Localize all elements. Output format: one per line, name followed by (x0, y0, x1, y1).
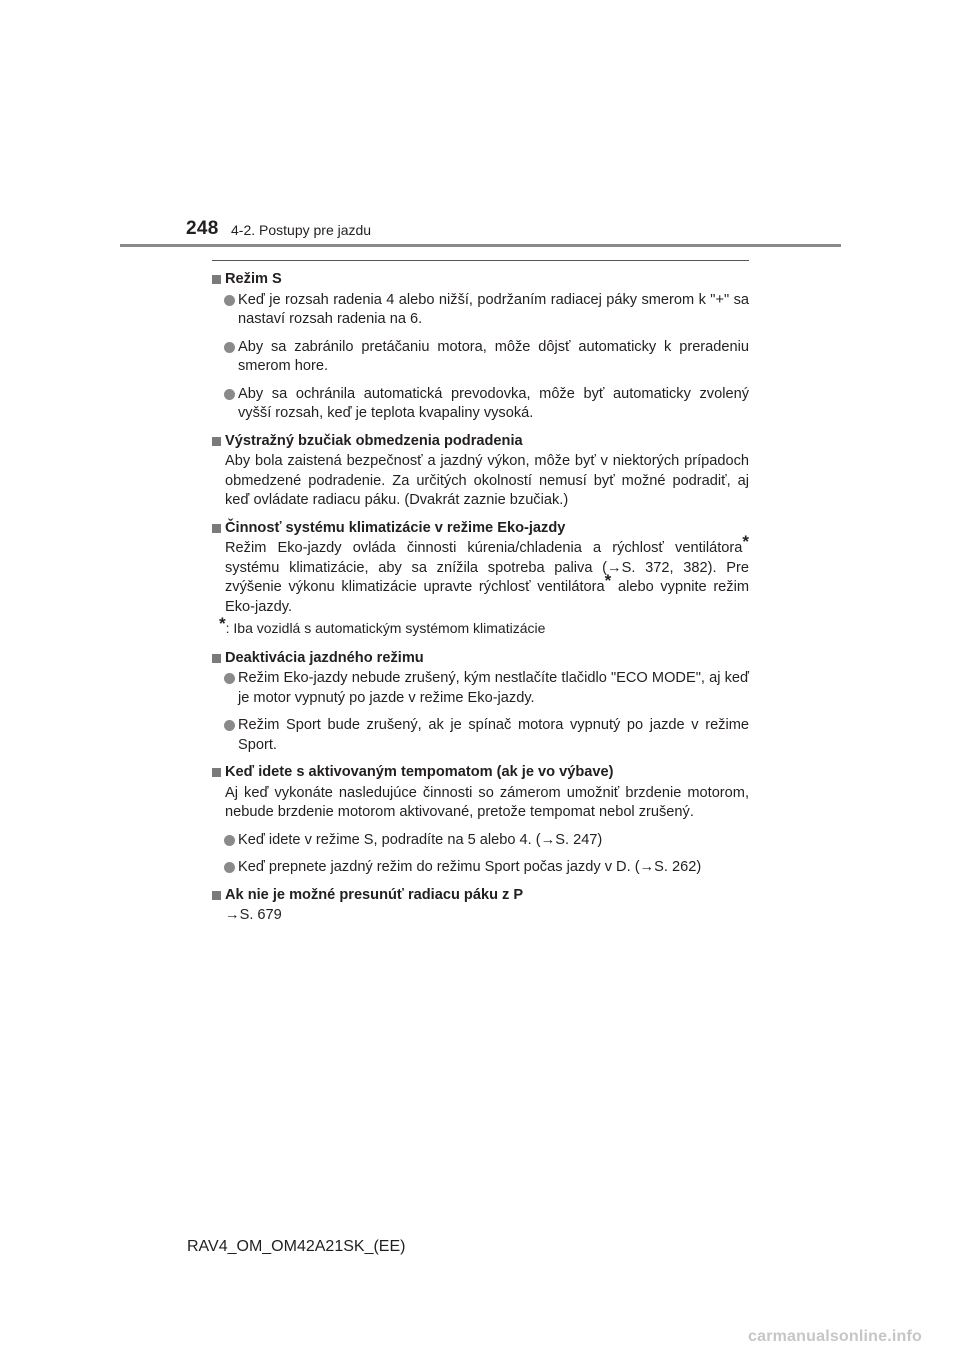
heading-bzuciak: Výstražný bzučiak obmedzenia podradenia (212, 432, 749, 452)
paragraph-tempomat: Aj keď vykonáte nasledujúce činnosti so zámerom umožniť brzdenie motorom, nebude brzdenie motorom aktivované, pretože tempomat nebol zrušený. (225, 784, 749, 820)
list-item: Aby sa ochránila automatická prevodovka, môže byť automaticky zvolený vyšší rozsah, keď je teplota kvapaliny vysoká. (212, 385, 749, 424)
square-bullet-icon (212, 524, 221, 533)
heading-klimatizacia: Činnosť systému klimatizácie v režime Eko-jazdy (212, 519, 749, 539)
footnote-marker: * (219, 614, 226, 633)
paragraph-bzuciak: Aby bola zaistená bezpečnosť a jazdný výkon, môže byť v niektorých prípadoch obmedzené podradenie. Za určitých okolností nemusí byť možné podradiť, aj keď ovládate radiacu páku. (Dvakrát zaznie bzučiak.) (225, 453, 749, 508)
paragraph-klimatizacia: Režim Eko-jazdy ovláda činnosti kúrenia/chladenia a rýchlosť ventilátora* systému klimatizácie, aby sa znížila spotreba paliva (→S. 372, 382). Pre zvýšenie výkonu klimatizácie upravte rýchlosť ventilátora* alebo vypnite režim Eko-jazdy. (225, 532, 749, 615)
asterisk-marker: * (742, 532, 749, 551)
circle-bullet-icon (224, 835, 235, 846)
square-bullet-icon (212, 768, 221, 777)
footer-document-code: RAV4_OM_OM42A21SK_(EE) (187, 1238, 406, 1255)
section-title: 4-2. Postupy pre jazdu (231, 222, 372, 238)
circle-bullet-icon (224, 720, 235, 731)
page-number: 248 (186, 218, 219, 239)
list-item: Keď idete v režime S, podradíte na 5 alebo 4. (→S. 247) (212, 831, 749, 851)
content (212, 270, 749, 934)
watermark: carmanualsonline.info (748, 1328, 923, 1345)
circle-bullet-icon (224, 389, 235, 400)
list-item: Režim Eko-jazdy nebude zrušený, kým nestlačíte tlačidlo "ECO MODE", aj keď je motor vypnutý po jazde v režime Eko-jazdy. (212, 669, 749, 708)
square-bullet-icon (212, 891, 221, 900)
page-reference-link: →S. 679 (225, 907, 282, 923)
square-bullet-icon (212, 437, 221, 446)
circle-bullet-icon (224, 862, 235, 873)
circle-bullet-icon (224, 673, 235, 684)
asterisk-marker: * (604, 571, 612, 590)
header-rule (120, 244, 841, 247)
circle-bullet-icon (224, 342, 235, 353)
list-item: Keď prepnete jazdný režim do režimu Sport počas jazdy v D. (→S. 262) (212, 858, 749, 878)
list-item: Režim Sport bude zrušený, ak je spínač motora vypnutý po jazde v režime Sport. (212, 716, 749, 755)
list-item: Keď je rozsah radenia 4 alebo nižší, podržaním radiacej páky smerom k "+" sa nastaví rozsah radenia na 6. (212, 291, 749, 330)
square-bullet-icon (212, 275, 221, 284)
heading-rezim-s: Režim S (212, 270, 749, 290)
heading-tempomat: Keď idete s aktivovaným tempomatom (ak je vo výbave) (212, 763, 749, 783)
heading-radiaca-paka: Ak nie je možné presunúť radiacu páku z P (212, 886, 749, 906)
content-rule (212, 260, 749, 261)
footnote: *: Iba vozidlá s automatickým systémom klimatizácie (219, 614, 546, 636)
list-item: Aby sa zabránilo pretáčaniu motora, môže dôjsť automaticky k preradeniu smerom hore. (212, 338, 749, 377)
square-bullet-icon (212, 654, 221, 663)
heading-deaktivacia: Deaktivácia jazdného režimu (212, 649, 749, 669)
circle-bullet-icon (224, 295, 235, 306)
